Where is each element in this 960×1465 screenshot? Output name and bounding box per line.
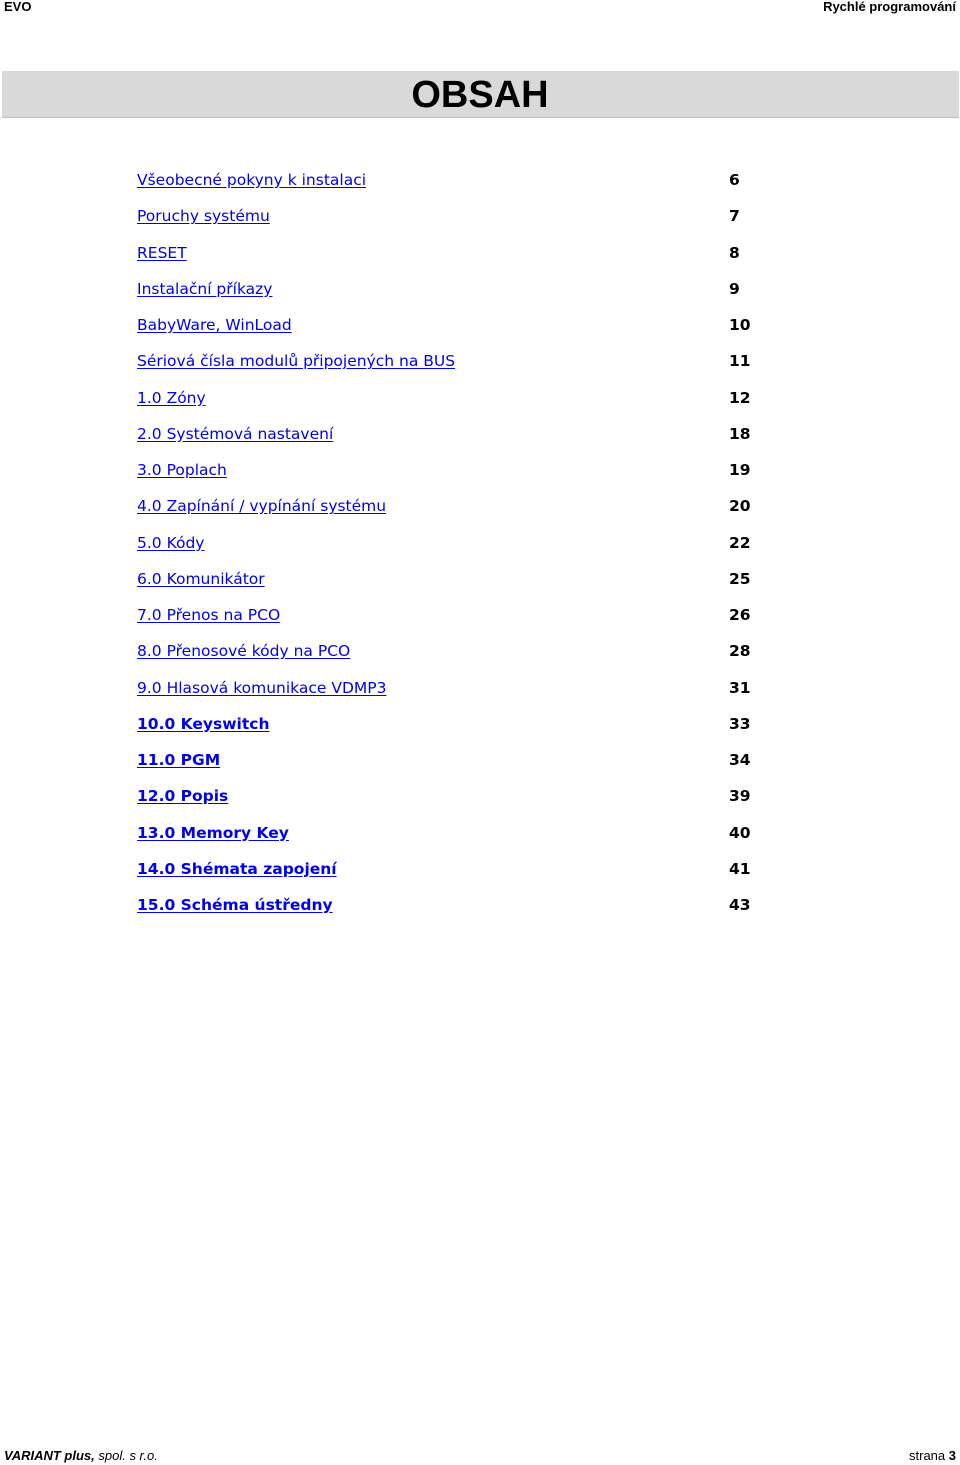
page-title: OBSAH bbox=[411, 74, 549, 116]
toc-row bbox=[137, 351, 777, 387]
toc-page-number: 18 bbox=[729, 424, 751, 443]
toc-page-number: 22 bbox=[729, 533, 751, 552]
footer-company-name: VARIANT plus, bbox=[4, 1448, 95, 1463]
toc-link[interactable]: 7.0 Přenos na PCO bbox=[137, 606, 281, 624]
toc-link[interactable]: 15.0 Schéma ústředny bbox=[137, 896, 333, 914]
toc-row bbox=[137, 206, 777, 242]
toc-page-number: 9 bbox=[729, 279, 740, 298]
toc-page-number: 31 bbox=[729, 678, 751, 697]
toc-link[interactable]: 6.0 Komunikátor bbox=[137, 569, 265, 588]
toc-row bbox=[137, 641, 777, 677]
toc-link[interactable]: 1.0 Zóny bbox=[137, 388, 206, 407]
toc-row bbox=[137, 170, 777, 206]
toc-page-number: 43 bbox=[729, 896, 751, 914]
toc-row bbox=[137, 496, 777, 532]
toc-page-number: 19 bbox=[729, 461, 751, 479]
toc-link[interactable]: 5.0 Kódy bbox=[137, 533, 205, 552]
toc-link[interactable]: RESET bbox=[137, 243, 187, 262]
toc-row bbox=[137, 243, 777, 279]
toc-row bbox=[137, 859, 777, 895]
toc-link[interactable]: 4.0 Zapínání / vypínání systému bbox=[137, 497, 387, 516]
toc-page-number: 40 bbox=[729, 823, 751, 842]
footer-page-number: 3 bbox=[948, 1448, 956, 1463]
toc-link[interactable]: 8.0 Přenosové kódy na PCO bbox=[137, 642, 351, 661]
header-doc-section: Rychlé programování bbox=[823, 0, 956, 14]
toc-link[interactable]: 9.0 Hlasová komunikace VDMP3 bbox=[137, 678, 387, 697]
toc-link[interactable]: 3.0 Poplach bbox=[137, 461, 227, 479]
footer-company bbox=[4, 1449, 158, 1463]
toc-page-number: 12 bbox=[729, 388, 751, 407]
toc-page-number: 7 bbox=[729, 207, 740, 226]
toc-row bbox=[137, 569, 777, 605]
footer-page-label: strana bbox=[909, 1448, 949, 1463]
toc-link[interactable]: Sériová čísla modulů připojených na BUS bbox=[137, 352, 456, 371]
footer-page bbox=[909, 1449, 956, 1463]
toc-page-number: 10 bbox=[729, 316, 751, 334]
toc-page-number: 33 bbox=[729, 714, 751, 733]
toc-page-number: 34 bbox=[729, 751, 751, 769]
toc-page-number: 8 bbox=[729, 243, 740, 262]
toc-row bbox=[137, 315, 777, 351]
toc-page-number: 26 bbox=[729, 606, 751, 624]
toc-row bbox=[137, 388, 777, 424]
toc-link[interactable]: 12.0 Popis bbox=[137, 787, 229, 806]
toc-row bbox=[137, 750, 777, 786]
toc-row bbox=[137, 714, 777, 750]
table-of-contents bbox=[137, 170, 777, 931]
toc-link[interactable]: 2.0 Systémová nastavení bbox=[137, 424, 334, 443]
toc-row bbox=[137, 678, 777, 714]
toc-link[interactable]: BabyWare, WinLoad bbox=[137, 316, 292, 334]
toc-row bbox=[137, 279, 777, 315]
toc-page-number: 39 bbox=[729, 787, 751, 806]
toc-row bbox=[137, 533, 777, 569]
footer-company-suffix: spol. s r.o. bbox=[94, 1448, 158, 1463]
toc-page-number: 6 bbox=[729, 171, 740, 189]
toc-link[interactable]: Instalační příkazy bbox=[137, 279, 273, 298]
toc-row bbox=[137, 424, 777, 460]
toc-row bbox=[137, 823, 777, 859]
toc-page-number: 11 bbox=[729, 352, 751, 371]
header-doc-name: EVO bbox=[4, 0, 32, 14]
toc-link[interactable]: 14.0 Shémata zapojení bbox=[137, 859, 337, 878]
toc-page-number: 25 bbox=[729, 569, 751, 588]
toc-page-number: 20 bbox=[729, 497, 751, 516]
toc-row bbox=[137, 460, 777, 496]
toc-link[interactable]: Poruchy systému bbox=[137, 207, 270, 226]
toc-link[interactable]: Všeobecné pokyny k instalaci bbox=[137, 171, 367, 189]
toc-row bbox=[137, 605, 777, 641]
toc-link[interactable]: 13.0 Memory Key bbox=[137, 823, 289, 842]
toc-link[interactable]: 11.0 PGM bbox=[137, 751, 221, 769]
toc-link[interactable]: 10.0 Keyswitch bbox=[137, 714, 270, 733]
toc-row bbox=[137, 786, 777, 822]
toc-page-number: 41 bbox=[729, 859, 751, 878]
toc-row bbox=[137, 895, 777, 931]
toc-page-number: 28 bbox=[729, 642, 751, 661]
